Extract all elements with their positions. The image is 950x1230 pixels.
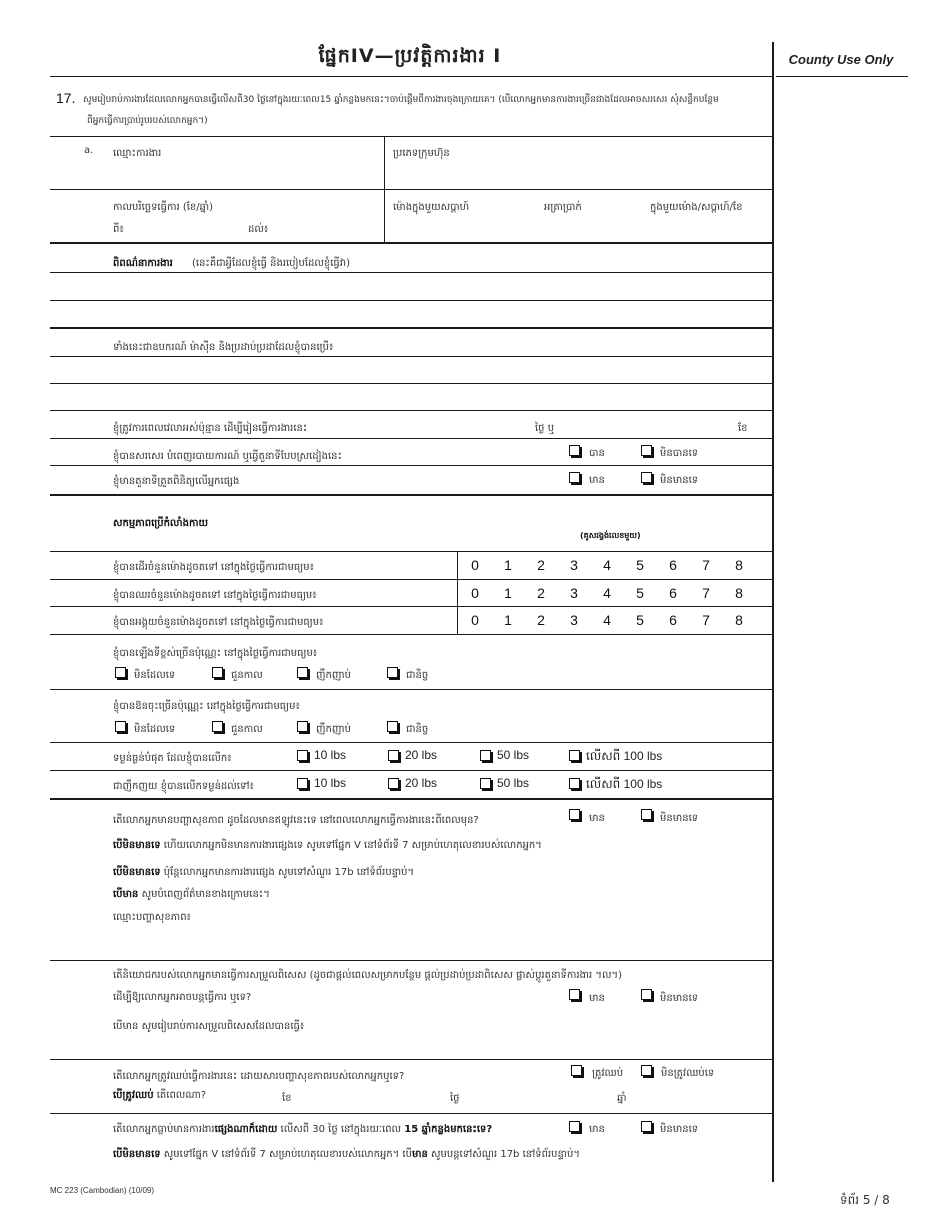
frequency-option-label: មិនដែលទេ (134, 670, 176, 681)
condition-name-label: ឈ្មោះបញ្ហាសុខភាព៖ (113, 912, 191, 923)
health-q4-line1-a: តើលោកអ្នកធ្លាប់មានការងារ (113, 1124, 215, 1135)
health-q1-yes-prefix: បើមាន (113, 889, 139, 900)
sit-hours-label: ខ្ញុំបានអង្គុយចំនួនម៉ោងដូចតទៅ នៅក្នុងថ្ងៃធ្វើការជាមធ្យម៖ (113, 617, 324, 628)
hour-option[interactable]: 8 (735, 585, 743, 601)
rule (50, 410, 772, 411)
weight-checkbox[interactable] (569, 778, 580, 789)
rule (50, 960, 772, 961)
page-number: ទំព័រ 5 / 8 (840, 1193, 890, 1207)
health-q1-no-prefix: បើមិនមានទេ (113, 840, 161, 851)
job-title-label: ឈ្មោះការងារ (113, 148, 162, 159)
rule (50, 438, 772, 439)
wrote-reports-no-label: មិនបានទេ (660, 448, 699, 459)
frequency-option-label: ញឹកញាប់ (316, 670, 351, 681)
hour-option[interactable]: 2 (537, 612, 545, 628)
rule (50, 634, 772, 635)
health-q4-line2-text: សូមទៅផ្នែក V នៅទំព័រទី 7 សម្រាប់ហេតុលេខារបស់លោកអ្នក។ បើ (160, 1149, 412, 1160)
hour-option[interactable]: 1 (504, 557, 512, 573)
county-use-underline (776, 76, 908, 77)
rule (50, 770, 772, 771)
frequency-checkbox[interactable] (115, 721, 126, 732)
hours-column-divider (457, 551, 458, 634)
health-q4-line2-text2: សូមបន្តទៅសំណួរ 17b នៅទំព័របន្ទាប់។ (427, 1149, 580, 1160)
frequency-checkbox[interactable] (387, 667, 398, 678)
health-q1-no-text: ហើយលោកអ្នកមិនមានការងារផ្សេងទេ សូមទៅផ្នែក V នៅទំព័រទី 7 សម្រាប់ហេតុលេខារបស់លោកអ្នក។ (160, 840, 542, 851)
tools-line[interactable] (50, 356, 772, 357)
hour-option[interactable]: 7 (702, 612, 710, 628)
hour-option[interactable]: 4 (603, 557, 611, 573)
health-q4-line2-prefix: បើមិនមានទេ (113, 1149, 161, 1160)
hour-option[interactable]: 0 (471, 557, 479, 573)
hour-option[interactable]: 2 (537, 585, 545, 601)
frequency-option-label: ជានិច្ច (406, 724, 429, 735)
health-q2-yes-instruction: បើមាន សូមរៀបរាប់ការសម្រួលពិសេសដែលបានធ្វើ៖ (113, 1021, 305, 1032)
hour-option[interactable]: 1 (504, 612, 512, 628)
rule (50, 551, 772, 552)
dates-worked-label: កាលបរិច្ឆេទធ្វើការ (ខែ/ឆ្នាំ) (113, 202, 214, 213)
day-label: ថ្ងៃ (450, 1093, 460, 1104)
health-q3-not-checkbox[interactable] (641, 1065, 652, 1076)
weight-option-label: លើសពី 100 lbs (586, 777, 663, 791)
days-or-label: ថ្ងៃ ឬ (535, 423, 555, 434)
health-q3-line1: តើលោកអ្នកត្រូវឈប់ធ្វើការងារនេះ ដោយសារបញ្ហាសុខភាពរបស់លោកអ្នកឬទេ? (113, 1071, 405, 1082)
climb-label: ខ្ញុំបានឡើងទីខ្ពស់ច្រើនប៉ុណ្ណេះ នៅក្នុងថ្ងៃធ្វើការជាមធ្យម៖ (113, 648, 318, 659)
health-q4-line2-yes: មាន (411, 1149, 428, 1160)
supervised-yes-checkbox[interactable] (569, 472, 580, 483)
rule (50, 465, 772, 466)
rule (50, 327, 772, 329)
heaviest-lift-label: ទម្ងន់ធ្ងន់បំផុត ដែលខ្ញុំបានលើក៖ (113, 753, 232, 764)
frequency-option-label: ជានិច្ច (406, 670, 429, 681)
health-q4-line2 (113, 1147, 580, 1162)
health-q4-line1-d: 15 ឆ្នាំកន្លងមកនេះទេ? (404, 1124, 493, 1135)
health-q3-line2 (113, 1088, 206, 1103)
health-q1-yes-label: មាន (589, 813, 605, 824)
rule (50, 1113, 772, 1114)
rule (50, 242, 772, 244)
rule (50, 742, 772, 743)
wrote-reports-yes-label: បាន (589, 448, 605, 459)
hour-option[interactable]: 2 (537, 557, 545, 573)
frequency-checkbox[interactable] (297, 667, 308, 678)
health-q1-no2-prefix: បើមិនមានទេ (113, 867, 161, 878)
question-17-text-line1: សូមរៀបរាប់ការងារដែលលោកអ្នកបានធ្វើលើសពី30 ថ្ងៃនៅក្នុងរយៈពេល15 ឆ្នាំកន្លងមកនេះ។ចាប់ផ្តើមពីការងារចុងក្រោយគេ។ (បើលោកអ្នកមានការងារច្រើនជាងដែលអាចសរសេរ សុំសន្លឹកបន្ថែម (83, 95, 719, 105)
weight-checkbox[interactable] (297, 750, 308, 761)
weight-checkbox[interactable] (480, 778, 491, 789)
health-q2-yes-label: មាន (589, 993, 605, 1004)
job-description-line[interactable] (50, 300, 772, 301)
section-a-letter: a. (84, 145, 94, 156)
walk-hours-label: ខ្ញុំបានដើរចំនួនម៉ោងដូចតទៅ នៅក្នុងថ្ងៃធ្វើការជាមធ្យម៖ (113, 562, 314, 573)
month-label: ខែ (282, 1093, 292, 1104)
frequency-option-label: ជួនកាល (231, 724, 263, 735)
frequency-option-label: ជួនកាល (231, 670, 263, 681)
form-id: MC 223 (Cambodian) (10/09) (50, 1186, 155, 1195)
circle-one-hint: (គូសរង្វង់លេខមួយ) (580, 531, 641, 540)
tools-line[interactable] (50, 383, 772, 384)
hour-option[interactable]: 3 (570, 612, 578, 628)
hour-option[interactable]: 5 (636, 557, 644, 573)
supervised-no-checkbox[interactable] (641, 472, 652, 483)
health-q2-line2: ដើម្បីឱ្យលោកអ្នកអាចបន្តធ្វើការ ឬទេ? (113, 992, 252, 1003)
usual-lift-label: ជាញឹកញយ ខ្ញុំបានលើកទម្ងន់ដល់ទៅ៖ (113, 781, 254, 792)
supervised-no-label: មិនមានទេ (660, 475, 699, 486)
hour-option[interactable]: 6 (669, 557, 677, 573)
supervised-label: ខ្ញុំមានតួនាទីត្រួតពិនិត្យលើអ្នកផ្សេង (113, 476, 240, 487)
health-q1-no2-text: ប៉ុន្តែលោកអ្នកមានការងារផ្សេង សូមទៅសំណួរ 17b នៅទំព័របន្ទាប់។ (160, 867, 415, 878)
health-q1-no-label: មិនមានទេ (660, 813, 699, 824)
health-q4-no-checkbox[interactable] (641, 1121, 652, 1132)
weight-option-label: 20 lbs (405, 748, 438, 762)
hours-per-week-label: ម៉ោងក្នុងមួយសប្តាហ៍ (393, 202, 470, 213)
frequency-checkbox[interactable] (115, 667, 126, 678)
weight-checkbox[interactable] (388, 750, 399, 761)
page-title: ផ្នែកIV—ប្រវត្តិការងារ I (318, 45, 502, 67)
bend-label: ខ្ញុំបានឱនចុះច្រើនប៉ុណ្ណេះ នៅក្នុងថ្ងៃធ្វើការជាមធ្យម៖ (113, 701, 300, 712)
health-q1-yes-text: សូមបំពេញព័ត៌មានខាងក្រោមនេះ។ (138, 889, 270, 900)
hour-option[interactable]: 4 (603, 612, 611, 628)
physical-activity-heading: សកម្មភាពប្រើកំលាំងកាយ (113, 518, 209, 529)
health-q3-line2-prefix: បើត្រូវឈប់ (113, 1090, 154, 1101)
job-description-line[interactable] (50, 272, 772, 273)
health-q2-yes-checkbox[interactable] (569, 989, 580, 1000)
frequency-checkbox[interactable] (387, 721, 398, 732)
months-label: ខែ (738, 423, 748, 434)
weight-checkbox[interactable] (388, 778, 399, 789)
pay-rate-label: អត្រាប្រាក់ (544, 202, 582, 213)
frequency-checkbox[interactable] (297, 721, 308, 732)
weight-option-label: 10 lbs (314, 748, 347, 762)
weight-option-label: 50 lbs (497, 748, 530, 762)
rule (50, 189, 772, 190)
hour-option[interactable]: 8 (735, 612, 743, 628)
health-q2-line1: តើនិយោជករបស់លោកអ្នកមានធ្វើការសម្រួលពិសេស (ដូចជាផ្តល់ពេលសម្រាកបន្ថែម ផ្តល់ប្រដាប់ប្រដាពិសេស ផ្លាស់ប្តូរតួនាទីការងារ ។ល។) (113, 970, 622, 981)
health-q4-yes-checkbox[interactable] (569, 1121, 580, 1132)
health-q2-no-checkbox[interactable] (641, 989, 652, 1000)
pay-per-label: ក្នុងមួយម៉ោង/សប្តាហ៍/ខែ (650, 202, 743, 213)
hour-option[interactable]: 7 (702, 557, 710, 573)
rule (50, 606, 772, 607)
county-use-only-label: County Use Only (788, 52, 894, 67)
health-q4-line1-c: លើសពី 30 ថ្ងៃ នៅក្នុងរយៈពេល (277, 1124, 405, 1135)
health-q3-had-to-checkbox[interactable] (571, 1065, 582, 1076)
hour-option[interactable]: 6 (669, 585, 677, 601)
health-q2-no-label: មិនមានទេ (660, 993, 699, 1004)
health-q1-text: តើលោកអ្នកមានបញ្ហាសុខភាព ដូចដែលមានឥឡូវនេះទេ នៅពេលលោកអ្នកធ្វើការងារនេះពីពេលមុន? (113, 815, 479, 826)
rule (50, 136, 772, 137)
wrote-reports-label: ខ្ញុំបានសរសេរ បំពេញរបាយការណ៍ ឬធ្វើតួនាទីបែបស្រដៀងនេះ (113, 451, 342, 462)
health-q4-line1-b: ផ្សេងណាក៏ដោយ (214, 1124, 278, 1135)
health-q3-had-to-label: ត្រូវឈប់ (592, 1068, 624, 1079)
weight-checkbox[interactable] (297, 778, 308, 789)
year-label: ឆ្នាំ (617, 1093, 627, 1104)
rule (50, 798, 772, 800)
wrote-reports-yes-checkbox[interactable] (569, 445, 580, 456)
health-q4-line1 (113, 1122, 492, 1137)
tools-label: ទាំងនេះជាឧបករណ៍ ម៉ាស៊ីន និងប្រដាប់ប្រដាដែលខ្ញុំបានប្រើ៖ (113, 342, 334, 353)
frequency-checkbox[interactable] (212, 721, 223, 732)
supervised-yes-label: មាន (589, 475, 605, 486)
hour-option[interactable]: 4 (603, 585, 611, 601)
question-17-text-line2: ពីអ្នកធ្វើការប្រាប់រូបរបស់លោកអ្នក។) (87, 116, 208, 126)
frequency-option-label: មិនដែលទេ (134, 724, 176, 735)
hour-option[interactable]: 7 (702, 585, 710, 601)
health-q1-no2-instruction (113, 865, 414, 880)
rule (50, 579, 772, 580)
hour-option[interactable]: 6 (669, 612, 677, 628)
learn-time-label: ខ្ញុំត្រូវការពេលវេលាអស់ប៉ុន្មាន ដើម្បីរៀនធ្វើការងារនេះ (113, 423, 308, 434)
company-type-label: ប្រភេទក្រុមហ៊ុន (393, 148, 450, 159)
rule (50, 494, 772, 496)
header-rule (50, 76, 772, 77)
hour-option[interactable]: 3 (570, 585, 578, 601)
health-q1-no-instruction (113, 838, 542, 853)
stand-hours-label: ខ្ញុំបានឈរចំនួនម៉ោងដូចតទៅ នៅក្នុងថ្ងៃធ្វើការជាមធ្យម៖ (113, 590, 317, 601)
health-q3-line2-text: តើពេលណា? (153, 1090, 207, 1101)
rule (50, 689, 772, 690)
frequency-option-label: ញឹកញាប់ (316, 724, 351, 735)
rule (50, 1059, 772, 1060)
health-q1-yes-checkbox[interactable] (569, 809, 580, 820)
hour-option[interactable]: 5 (636, 585, 644, 601)
hour-option[interactable]: 3 (570, 557, 578, 573)
hour-option[interactable]: 8 (735, 557, 743, 573)
hour-option[interactable]: 0 (471, 612, 479, 628)
weight-checkbox[interactable] (480, 750, 491, 761)
health-q4-yes-label: មាន (589, 1124, 605, 1135)
health-q1-no-checkbox[interactable] (641, 809, 652, 820)
weight-option-label: 50 lbs (497, 776, 530, 790)
weight-option-label: លើសពី 100 lbs (586, 749, 663, 763)
health-q3-not-label: មិនត្រូវឈប់ទេ (661, 1068, 715, 1079)
weight-checkbox[interactable] (569, 750, 580, 761)
from-label: ពី៖ (113, 224, 124, 235)
right-column-border (772, 42, 774, 1182)
hour-option[interactable]: 5 (636, 612, 644, 628)
wrote-reports-no-checkbox[interactable] (641, 445, 652, 456)
job-description-label: ពិពណ៌នាការងារ (113, 258, 173, 269)
question-17-number: 17. (56, 90, 76, 106)
hour-option[interactable]: 1 (504, 585, 512, 601)
hour-option[interactable]: 0 (471, 585, 479, 601)
health-q4-no-label: មិនមានទេ (660, 1124, 699, 1135)
to-label: ដល់៖ (248, 224, 269, 235)
health-q1-yes-instruction (113, 887, 270, 902)
weight-option-label: 10 lbs (314, 776, 347, 790)
frequency-checkbox[interactable] (212, 667, 223, 678)
job-description-hint: (នេះគឺជាអ្វីដែលខ្ញុំធ្វើ និងរបៀបដែលខ្ញុំធ្វើវា) (192, 258, 351, 269)
weight-option-label: 20 lbs (405, 776, 438, 790)
